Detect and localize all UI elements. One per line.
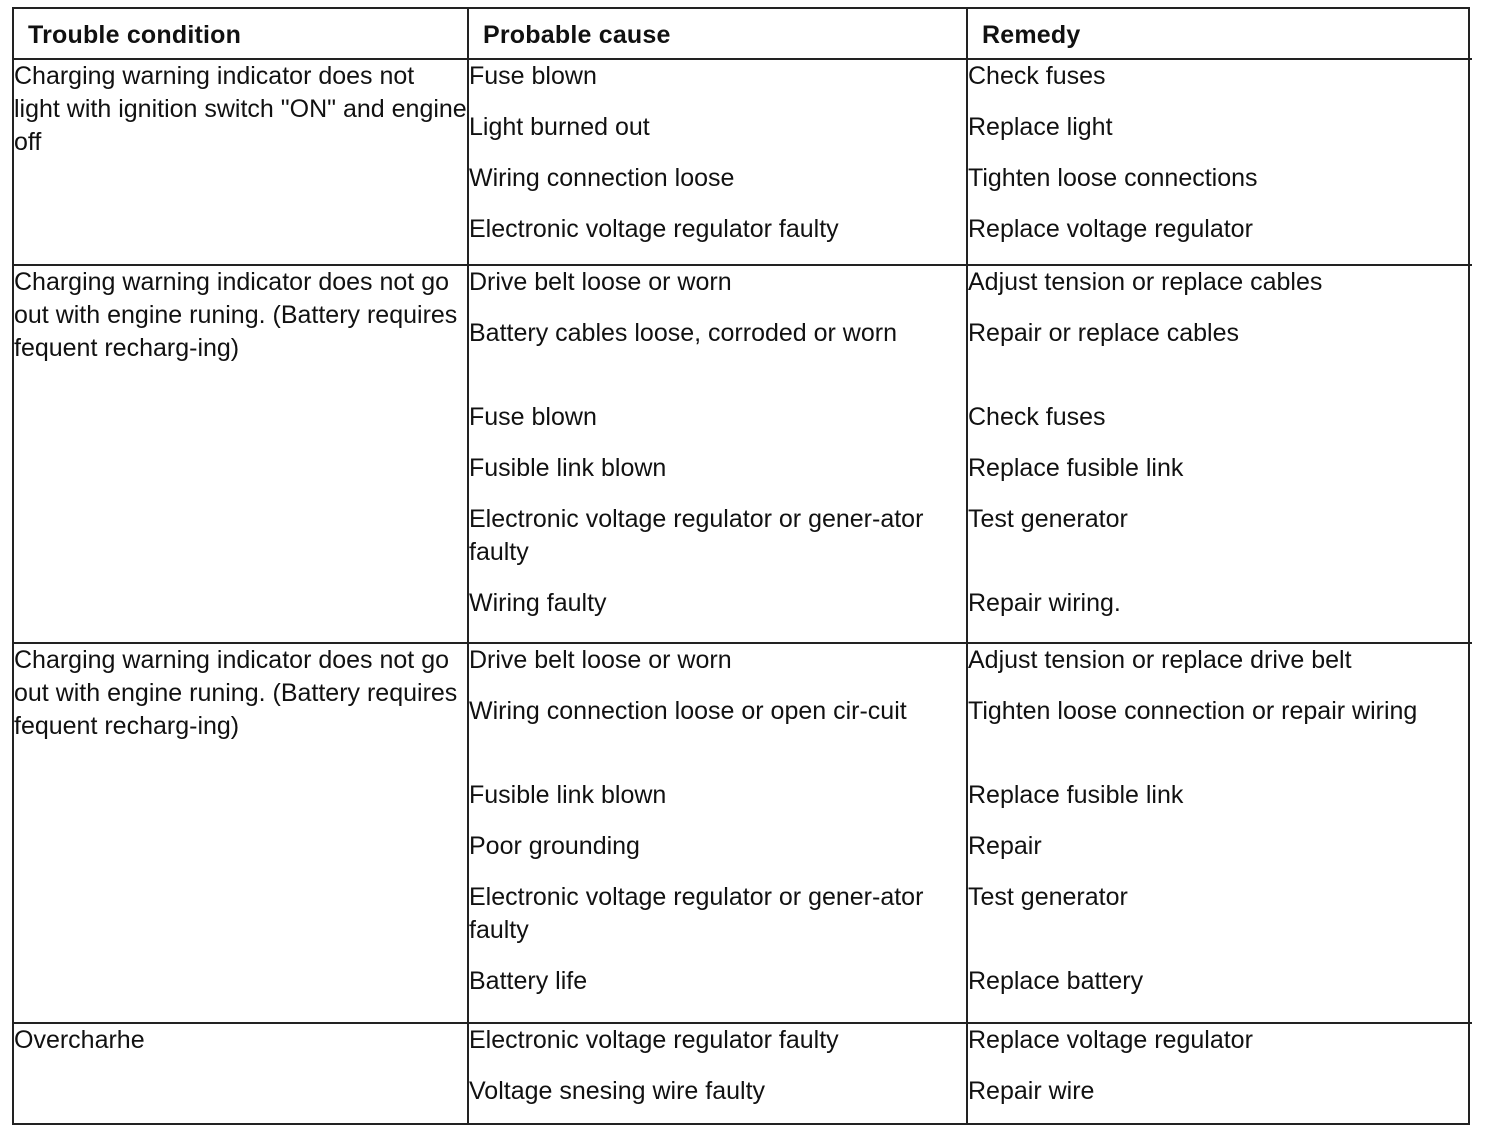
- probable-cause-list: [468, 265, 967, 643]
- probable-cause-item: Light burned out: [469, 113, 650, 141]
- trouble-condition-text: Charging warning indicator does not light with ignition switch "ON" and engine off: [14, 62, 467, 156]
- trouble-condition-text: Charging warning indicator does not go out with engine runing. (Battery requires fequent recharg-ing): [14, 646, 458, 740]
- trouble-condition-cell: [14, 643, 468, 1023]
- remedy-list: [967, 1023, 1472, 1125]
- trouble-condition-text: Overcharhe: [14, 1026, 145, 1054]
- table-row: [14, 1023, 1472, 1125]
- probable-cause-item: Fuse blown: [469, 62, 597, 90]
- remedy-item: Test generator: [968, 505, 1128, 533]
- probable-cause-item: Electronic voltage regulator or gener-ator faulty: [469, 883, 924, 944]
- remedy-list: [967, 643, 1472, 1023]
- probable-cause-item: Poor grounding: [469, 832, 640, 860]
- header-row: [14, 9, 1472, 59]
- probable-cause-item: Battery life: [469, 967, 588, 995]
- probable-cause-item: Electronic voltage regulator faulty: [469, 1026, 839, 1054]
- trouble-condition-cell: [14, 59, 468, 265]
- probable-cause-item: Wiring connection loose or open cir-cuit: [469, 697, 907, 725]
- remedy-item: Check fuses: [968, 62, 1106, 90]
- probable-cause-item: Fusible link blown: [469, 781, 667, 809]
- probable-cause-list: [468, 1023, 967, 1125]
- remedy-item: Replace battery: [968, 967, 1144, 995]
- probable-cause-item: Electronic voltage regulator or gener-ator faulty: [469, 505, 924, 566]
- trouble-condition-cell: [14, 265, 468, 643]
- trouble-condition-cell: [14, 1023, 468, 1125]
- probable-cause-item: Drive belt loose or worn: [469, 268, 732, 296]
- probable-cause-item: Electronic voltage regulator faulty: [469, 215, 839, 243]
- troubleshooting-table: [14, 9, 1472, 1125]
- remedy-item: Repair or replace cables: [968, 319, 1239, 347]
- remedy-item: Replace fusible link: [968, 454, 1184, 482]
- troubleshooting-table-frame: [12, 7, 1470, 1125]
- remedy-item: Test generator: [968, 883, 1128, 911]
- remedy-item: Replace light: [968, 113, 1113, 141]
- remedy-item: Repair wire: [968, 1077, 1095, 1105]
- table-row: [14, 59, 1472, 265]
- header-probable-cause: Probable cause: [468, 9, 967, 59]
- remedy-item: Adjust tension or replace drive belt: [968, 646, 1352, 674]
- remedy-item: Repair: [968, 832, 1042, 860]
- probable-cause-item: Drive belt loose or worn: [469, 646, 732, 674]
- header-remedy: Remedy: [967, 9, 1472, 59]
- remedy-item: Tighten loose connections: [968, 164, 1258, 192]
- probable-cause-item: Wiring connection loose: [469, 164, 735, 192]
- table-row: [14, 265, 1472, 643]
- remedy-item: Replace voltage regulator: [968, 215, 1253, 243]
- remedy-item: Tighten loose connection or repair wiring: [968, 697, 1418, 725]
- probable-cause-list: [468, 59, 967, 265]
- remedy-item: Check fuses: [968, 403, 1106, 431]
- remedy-list: [967, 59, 1472, 265]
- probable-cause-item: Battery cables loose, corroded or worn: [469, 319, 897, 347]
- remedy-item: Replace fusible link: [968, 781, 1184, 809]
- remedy-item: Adjust tension or replace cables: [968, 268, 1323, 296]
- probable-cause-item: Voltage snesing wire faulty: [469, 1077, 766, 1105]
- probable-cause-item: Fusible link blown: [469, 454, 667, 482]
- probable-cause-item: Fuse blown: [469, 403, 597, 431]
- probable-cause-list: [468, 643, 967, 1023]
- table-row: [14, 643, 1472, 1023]
- remedy-item: Repair wiring.: [968, 589, 1121, 617]
- probable-cause-item: Wiring faulty: [469, 589, 607, 617]
- remedy-list: [967, 265, 1472, 643]
- header-trouble-condition: Trouble condition: [14, 9, 468, 59]
- trouble-condition-text: Charging warning indicator does not go out with engine runing. (Battery requires fequent recharg-ing): [14, 268, 458, 362]
- remedy-item: Replace voltage regulator: [968, 1026, 1253, 1054]
